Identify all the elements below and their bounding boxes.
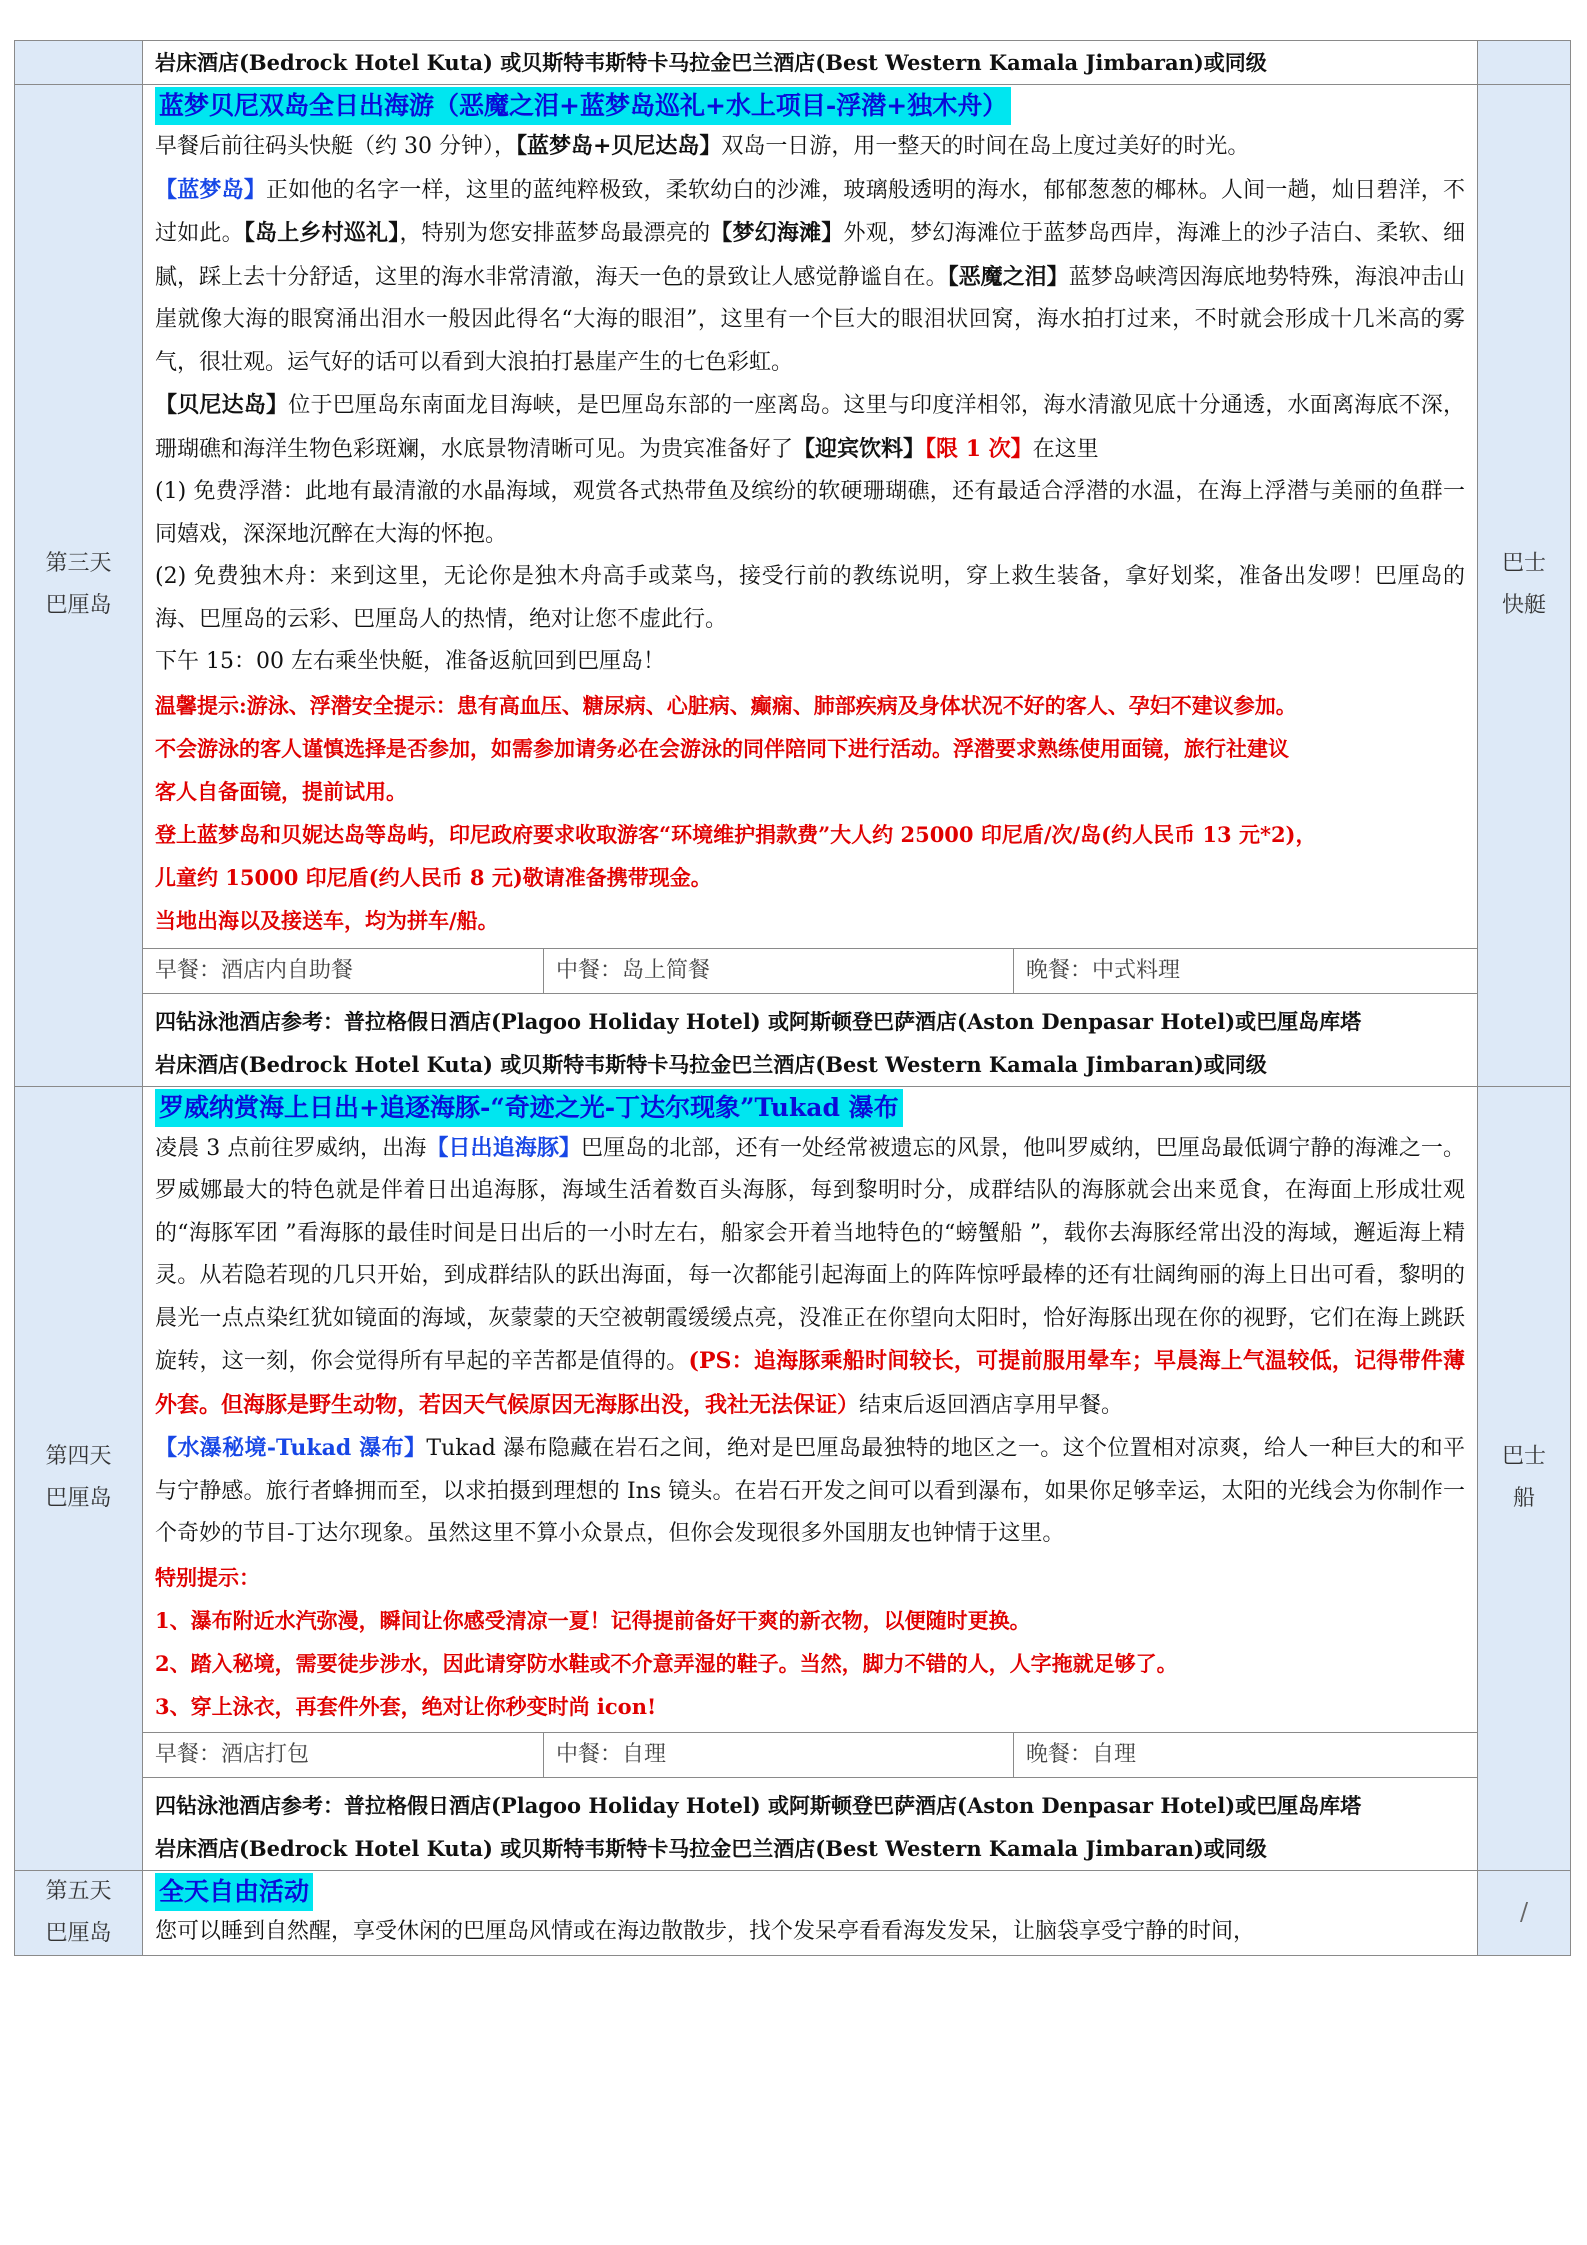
tip-line: 温馨提示:游泳、浮潜安全提示：患有高血压、糖尿病、心脏病、癫痫、肺部疾病及身体状况不好的客人、孕妇不建议参加。 <box>155 692 1297 718</box>
day-number: 第五天 <box>45 1878 112 1904</box>
transport-item: 巴士 <box>1501 551 1546 577</box>
hotel-continuation <box>143 41 1478 85</box>
tip-line: 特别提示： <box>155 1564 260 1590</box>
day-place: 巴厘岛 <box>45 1920 112 1946</box>
hotel-line: 岩床酒店(Bedrock Hotel Kuta) 或贝斯特韦斯特卡马拉金巴兰酒店(Best Western Kamala Jimbaran)或同级 <box>155 50 1267 75</box>
day3-label <box>15 85 143 1087</box>
day-place: 巴厘岛 <box>45 593 112 619</box>
dinner: 晚餐：中式料理 <box>1013 949 1477 993</box>
paragraph: 【水瀑秘境-Tukad 瀑布】Tukad 瀑布隐藏在岩石之间，绝对是巴厘岛最独特的地区之一。这个位置相对凉爽，给人一种巨大的和平与宁静感。旅行者蜂拥而至，以求拍摄到理想的 Ins 镜头。在岩石开发之间可以看到瀑布，如果你足够幸运，太阳的光线会为你制作一个奇妙的节目-丁达尔现象。虽然这里不算小众景点，但你会发现很多外国朋友也钟情于这里。 <box>155 1435 1465 1546</box>
day5-row <box>15 1870 1571 1955</box>
paragraph: (2) 免费独木舟：来到这里，无论你是独木舟高手或菜鸟，接受行前的教练说明，穿上救生装备，拿好划桨，准备出发啰！巴厘岛的海、巴厘岛的云彩、巴厘岛人的热情，绝对让您不虚此行。 <box>155 564 1465 632</box>
lunch: 中餐：自理 <box>543 1733 1013 1777</box>
hotel-reference <box>155 994 1465 1086</box>
paragraph: 早餐后前往码头快艇（约 30 分钟），【蓝梦岛+贝尼达岛】双岛一日游，用一整天的时间在岛上度过美好的时光。 <box>155 133 1250 159</box>
day4-content <box>143 1086 1478 1870</box>
tip-line: 儿童约 15000 印尼盾(约人民币 8 元)敬请准备携带现金。 <box>155 864 712 890</box>
tip-line: 2、踏入秘境，需要徒步涉水，因此请穿防水鞋或不介意弄湿的鞋子。当然，脚力不错的人，人字拖就足够了。 <box>155 1650 1178 1676</box>
day-number: 第三天 <box>45 551 112 577</box>
tip-line: 不会游泳的客人谨慎选择是否参加，如需参加请务必在会游泳的同伴陪同下进行活动。浮潜要求熟练使用面镜，旅行社建议 <box>155 735 1289 761</box>
transport-item: 快艇 <box>1501 593 1546 619</box>
meals-row <box>143 1732 1477 1778</box>
day5-transport <box>1478 1870 1571 1955</box>
tip-line: 1、瀑布附近水汽弥漫，瞬间让你感受清凉一夏！记得提前备好干爽的新衣物，以便随时更换。 <box>155 1607 1031 1633</box>
day4-row <box>15 1086 1571 1870</box>
transport-cell-empty <box>1478 41 1571 85</box>
paragraph: 您可以睡到自然醒，享受休闲的巴厘岛风情或在海边散散步，找个发呆亭看看海发发呆，让脑袋享受宁静的时间， <box>155 1918 1256 1944</box>
day-cell-empty <box>15 41 143 85</box>
tip-line: 3、穿上泳衣，再套件外套，绝对让你秒变时尚 icon! <box>155 1693 657 1719</box>
day5-label <box>15 1870 143 1955</box>
breakfast: 早餐：酒店内自助餐 <box>155 957 354 983</box>
day5-content <box>143 1870 1478 1955</box>
day-place: 巴厘岛 <box>45 1486 112 1511</box>
day-number: 第四天 <box>45 1444 112 1469</box>
paragraph: 【蓝梦岛】正如他的名字一样，这里的蓝纯粹极致，柔软幼白的沙滩，玻璃般透明的海水，郁郁葱葱的椰林。人间一趟，灿日碧洋，不过如此。【岛上乡村巡礼】，特别为您安排蓝梦岛最漂亮的【梦幻海滩】外观，梦幻海滩位于蓝梦岛西岸，海滩上的沙子洁白、柔软、细腻，踩上去十分舒适，这里的海水非常清澈，海天一色的景致让人感觉静谧自在。【恶魔之泪】蓝梦岛峡湾因海底地势特殊，海浪冲击山崖就像大海的眼窝涌出泪水一般因此得名“大海的眼泪”，这里有一个巨大的眼泪状回窝，海水拍打过来，不时就会形成十几米高的雾气，很壮观。运气好的话可以看到大浪拍打悬崖产生的七色彩虹。 <box>155 176 1465 375</box>
hotel-reference <box>155 1778 1465 1870</box>
day-title: 蓝梦贝尼双岛全日出海游（恶魔之泪+蓝梦岛巡礼+水上项目-浮潜+独木舟） <box>155 87 1011 125</box>
hotel-line: 四钻泳池酒店参考：普拉格假日酒店(Plagoo Holiday Hotel) 或阿斯顿登巴萨酒店(Aston Denpasar Hotel)或巴厘岛库塔 <box>155 1008 1362 1034</box>
day4-transport <box>1478 1086 1571 1870</box>
hotel-line: 岩床酒店(Bedrock Hotel Kuta) 或贝斯特韦斯特卡马拉金巴兰酒店(Best Western Kamala Jimbaran)或同级 <box>155 1051 1267 1077</box>
day-title: 罗威纳赏海上日出+追逐海豚-“奇迹之光-丁达尔现象”Tukad 瀑布 <box>155 1089 903 1127</box>
paragraph: (1) 免费浮潜：此地有最清澈的水晶海域，观赏各式热带鱼及缤纷的软硬珊瑚礁，还有最适合浮潜的水温，在海上浮潜与美丽的鱼群一同嬉戏，深深地沉醉在大海的怀抱。 <box>155 479 1465 547</box>
breakfast: 早餐：酒店打包 <box>155 1741 310 1767</box>
lunch: 中餐：岛上简餐 <box>543 949 1013 993</box>
transport-item: 船 <box>1512 1486 1535 1511</box>
day-title: 全天自由活动 <box>155 1873 313 1911</box>
day4-label <box>15 1086 143 1870</box>
day3-content <box>143 85 1478 1087</box>
continuation-row <box>15 41 1571 85</box>
hotel-line: 四钻泳池酒店参考：普拉格假日酒店(Plagoo Holiday Hotel) 或阿斯顿登巴萨酒店(Aston Denpasar Hotel)或巴厘岛库塔 <box>155 1792 1362 1818</box>
warning-tips <box>155 684 1465 942</box>
paragraph: 下午 15：00 左右乘坐快艇，准备返航回到巴厘岛！ <box>155 649 665 674</box>
transport-item: 巴士 <box>1501 1444 1546 1469</box>
meals-row <box>143 948 1477 994</box>
tip-line: 客人自备面镜，提前试用。 <box>155 778 407 804</box>
dinner: 晚餐：自理 <box>1013 1733 1477 1777</box>
special-tips <box>155 1556 1465 1728</box>
paragraph: 【贝尼达岛】位于巴厘岛东南面龙目海峡，是巴厘岛东部的一座离岛。这里与印度洋相邻，海水清澈见底十分通透，水面离海底不深，珊瑚礁和海洋生物色彩斑斓，水底景物清晰可见。为贵宾准备好了【迎宾饮料】【限 1 次】在这里 <box>155 392 1465 462</box>
tip-line: 登上蓝梦岛和贝妮达岛等岛屿，印尼政府要求收取游客“环境维护捐款费”大人约 25000 印尼盾/次/岛(约人民币 13 元*2)， <box>155 821 1317 847</box>
transport-none: / <box>1519 1897 1529 1926</box>
hotel-line: 岩床酒店(Bedrock Hotel Kuta) 或贝斯特韦斯特卡马拉金巴兰酒店(Best Western Kamala Jimbaran)或同级 <box>155 1835 1267 1861</box>
itinerary-table <box>14 40 1571 1956</box>
day3-transport <box>1478 85 1571 1087</box>
tip-line: 当地出海以及接送车，均为拼车/船。 <box>155 907 499 933</box>
paragraph: 凌晨 3 点前往罗威纳，出海【日出追海豚】巴厘岛的北部，还有一处经常被遗忘的风景，他叫罗威纳，巴厘岛最低调宁静的海滩之一。罗威娜最大的特色就是伴着日出追海豚，海域生活着数百头海豚，每到黎明时分，成群结队的海豚就会出来觅食，在海面上形成壮观的“海豚军团 ”看海豚的最佳时间是日出后的一小时左右，船家会开着当地特色的“螃蟹船 ”，载你去海豚经常出没的海域，邂逅海上精灵。从若隐若现的几只开始，到成群结队的跃出海面，每一次都能引起海面上的阵阵惊呼最棒的还有壮阔绚丽的海上日出可看，黎明的晨光一点点染红犹如镜面的海域，灰蒙蒙的天空被朝霞缓缓点亮，没准正在你望向太阳时，恰好海豚出现在你的视野，它们在海上跳跃旋转，这一刻，你会觉得所有早起的辛苦都是值得的。(PS：追海豚乘船时间较长，可提前服用晕车；早晨海上气温较低，记得带件薄外套。但海豚是野生动物，若因天气候原因无海豚出没，我社无法保证）结束后返回酒店享用早餐。 <box>155 1134 1465 1418</box>
day3-row <box>15 85 1571 1087</box>
